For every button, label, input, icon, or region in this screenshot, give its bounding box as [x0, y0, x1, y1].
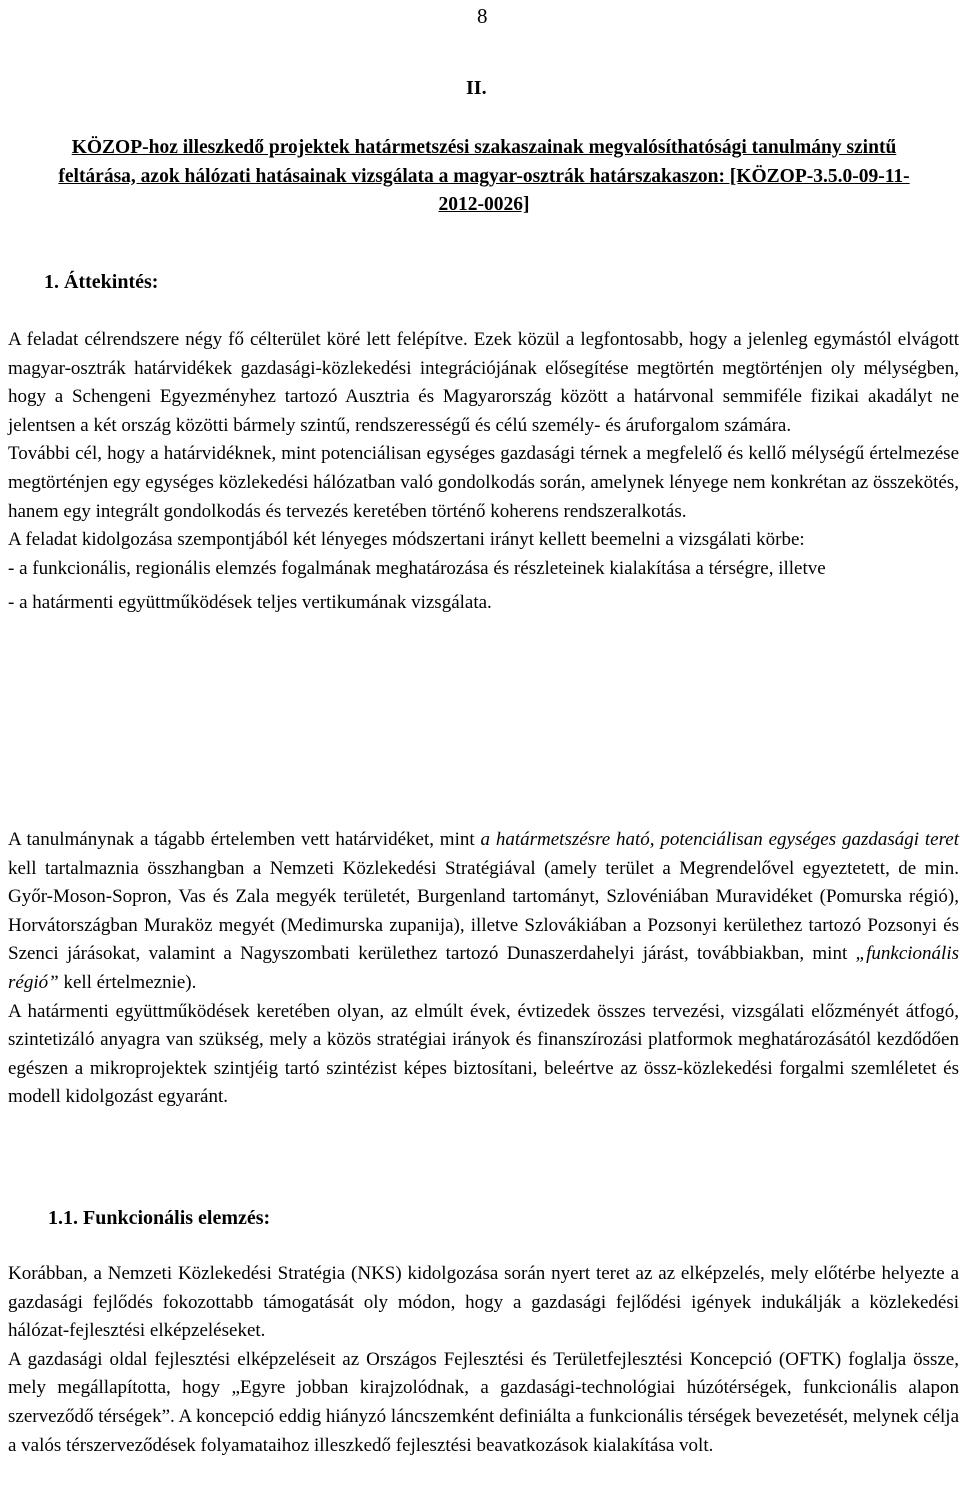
list-item-functional: - a funkcionális, regionális elemzés fogalmának meghatározása és részleteinek kialakítása a térségre, illetve [8, 557, 826, 579]
paragraph-further-goal: További cél, hogy a határvidéknek, mint potenciálisan egységes gazdasági térnek a megfelelő és kellő mélységű értelmezése megtörténjen egy egységes közlekedési hálózatban való gondolkodás során, amelynek lényege nem konkrétan az összekötés, hanem egy integrált gondolkodás és tervezés keretében történő koherens rendszeralkotás. [8, 443, 959, 522]
heading-overview: 1. Áttekintés: [44, 271, 159, 293]
paragraph-oftk: A gazdasági oldal fejlesztési elképzeléseit az Országos Fejlesztési és Területfejlesztési Koncepció (OFTK) foglalja össze, mely megállapította, hogy „Egyre jobban kirajzolódnak, a gazdasági-technológiai húzótérségek, funkcionális alapon szerveződő térségek”. A koncepció eddig hiányzó láncszemként definiálta a funkcionális térségek bevezetését, melynek célja a valós térszerveződések folyamataihoz illeszkedő fejlesztési beavatkozások kialakítása volt. [8, 1348, 959, 1456]
scope-text-c: kell értelmeznie). [58, 971, 197, 993]
paragraph-nks: Korábban, a Nemzeti Közlekedési Stratégia (NKS) kidolgozása során nyert teret az az elképzelés, mely előtérbe helyezte a gazdasági fejlődés fokozottabb támogatását oly módon, hogy a gazdasági fejlődési igények indukálják a közlekedési hálózat-fejlesztési elképzeléseket. [8, 1263, 959, 1342]
paragraph-methods: A feladat kidolgozása szempontjából két lényeges módszertani irányt kellett beemelni a vizsgálati körbe: [8, 529, 805, 551]
scope-text-em2: „funkcionális régió” [8, 943, 959, 993]
paragraph-goals: A feladat célrendszere négy fő célterület köré lett felépítve. Ezek közül a legfontosabb, hogy a jelenleg egymástól elvágott magyar-osztrák határvidékek gazdasági-közlekedési integrációjának elősegítése megtörtén megtörténjen oly mélységben, hogy a Schengeni Egyezményhez tartozó Ausztria és Magyarország között a határvonal semmiféle fizikai akadályt ne jelentsen a két ország közötti bármely szintű, rendszerességű és célú személy- és áruforgalom számára. [8, 329, 959, 436]
scope-text-b: kell tartalmaznia összhangban a Nemzeti Közlekedési Stratégiával (amely terület a Megrendelővel egyeztetett, de min. Győr-Moson-Sopron, Vas és Zala megyék területét, Burgenland tartományt, Szlovéniában Muravidéket (Pomurska régió), Horvátországban Muraköz megyét (Medimurska zupanija), illetve Szlovákiában a Pozsonyi kerülethez tartozó Pozsonyi és Szenci járásokat, valamint a Nagyszombati kerülethez tartozó Dunaszerdahelyi járást, továbbiakban, mint [8, 857, 959, 965]
document-title: KÖZOP-hoz illeszkedő projektek határmetszési szakaszainak megvalósíthatósági tanulmány szintű feltárása, azok hálózati hatásainak vizsgálata a magyar-osztrák határszakaszon: [KÖZOP-3.5.0-09-11-2012-0026] [58, 137, 910, 216]
paragraph-study-scope [8, 826, 959, 998]
list-item-cooperation: - a határmenti együttműködések teljes vertikumának vizsgálata. [8, 592, 492, 614]
page-number: 8 [477, 4, 488, 28]
scope-text-em: a határmetszésre ható, potenciálisan egységes gazdasági teret [480, 829, 959, 850]
section-number: II. [466, 77, 487, 99]
heading-functional-analysis: 1.1. Funkcionális elemzés: [48, 1207, 271, 1229]
paragraph-cooperation: A határmenti együttműködések keretében olyan, az elmúlt évek, évtizedek összes tervezési, vizsgálati előzményét átfogó, szintetizáló anyagra van szükség, mely a közös stratégiai irányok és finanszírozási platformok meghatározásától kezdődően egészen a mikroprojektek szintjéig tartó szintézist képes biztosítani, beleértve az össz-közlekedési forgalmi szemléletet és modell kidolgozást egyaránt. [8, 1000, 959, 1108]
overview-block [8, 326, 959, 618]
scope-text-a: A tanulmánynak a tágabb értelemben vett határvidéket, mint [8, 829, 481, 850]
study-scope-block [8, 826, 959, 1112]
functional-analysis-block [8, 1260, 959, 1460]
